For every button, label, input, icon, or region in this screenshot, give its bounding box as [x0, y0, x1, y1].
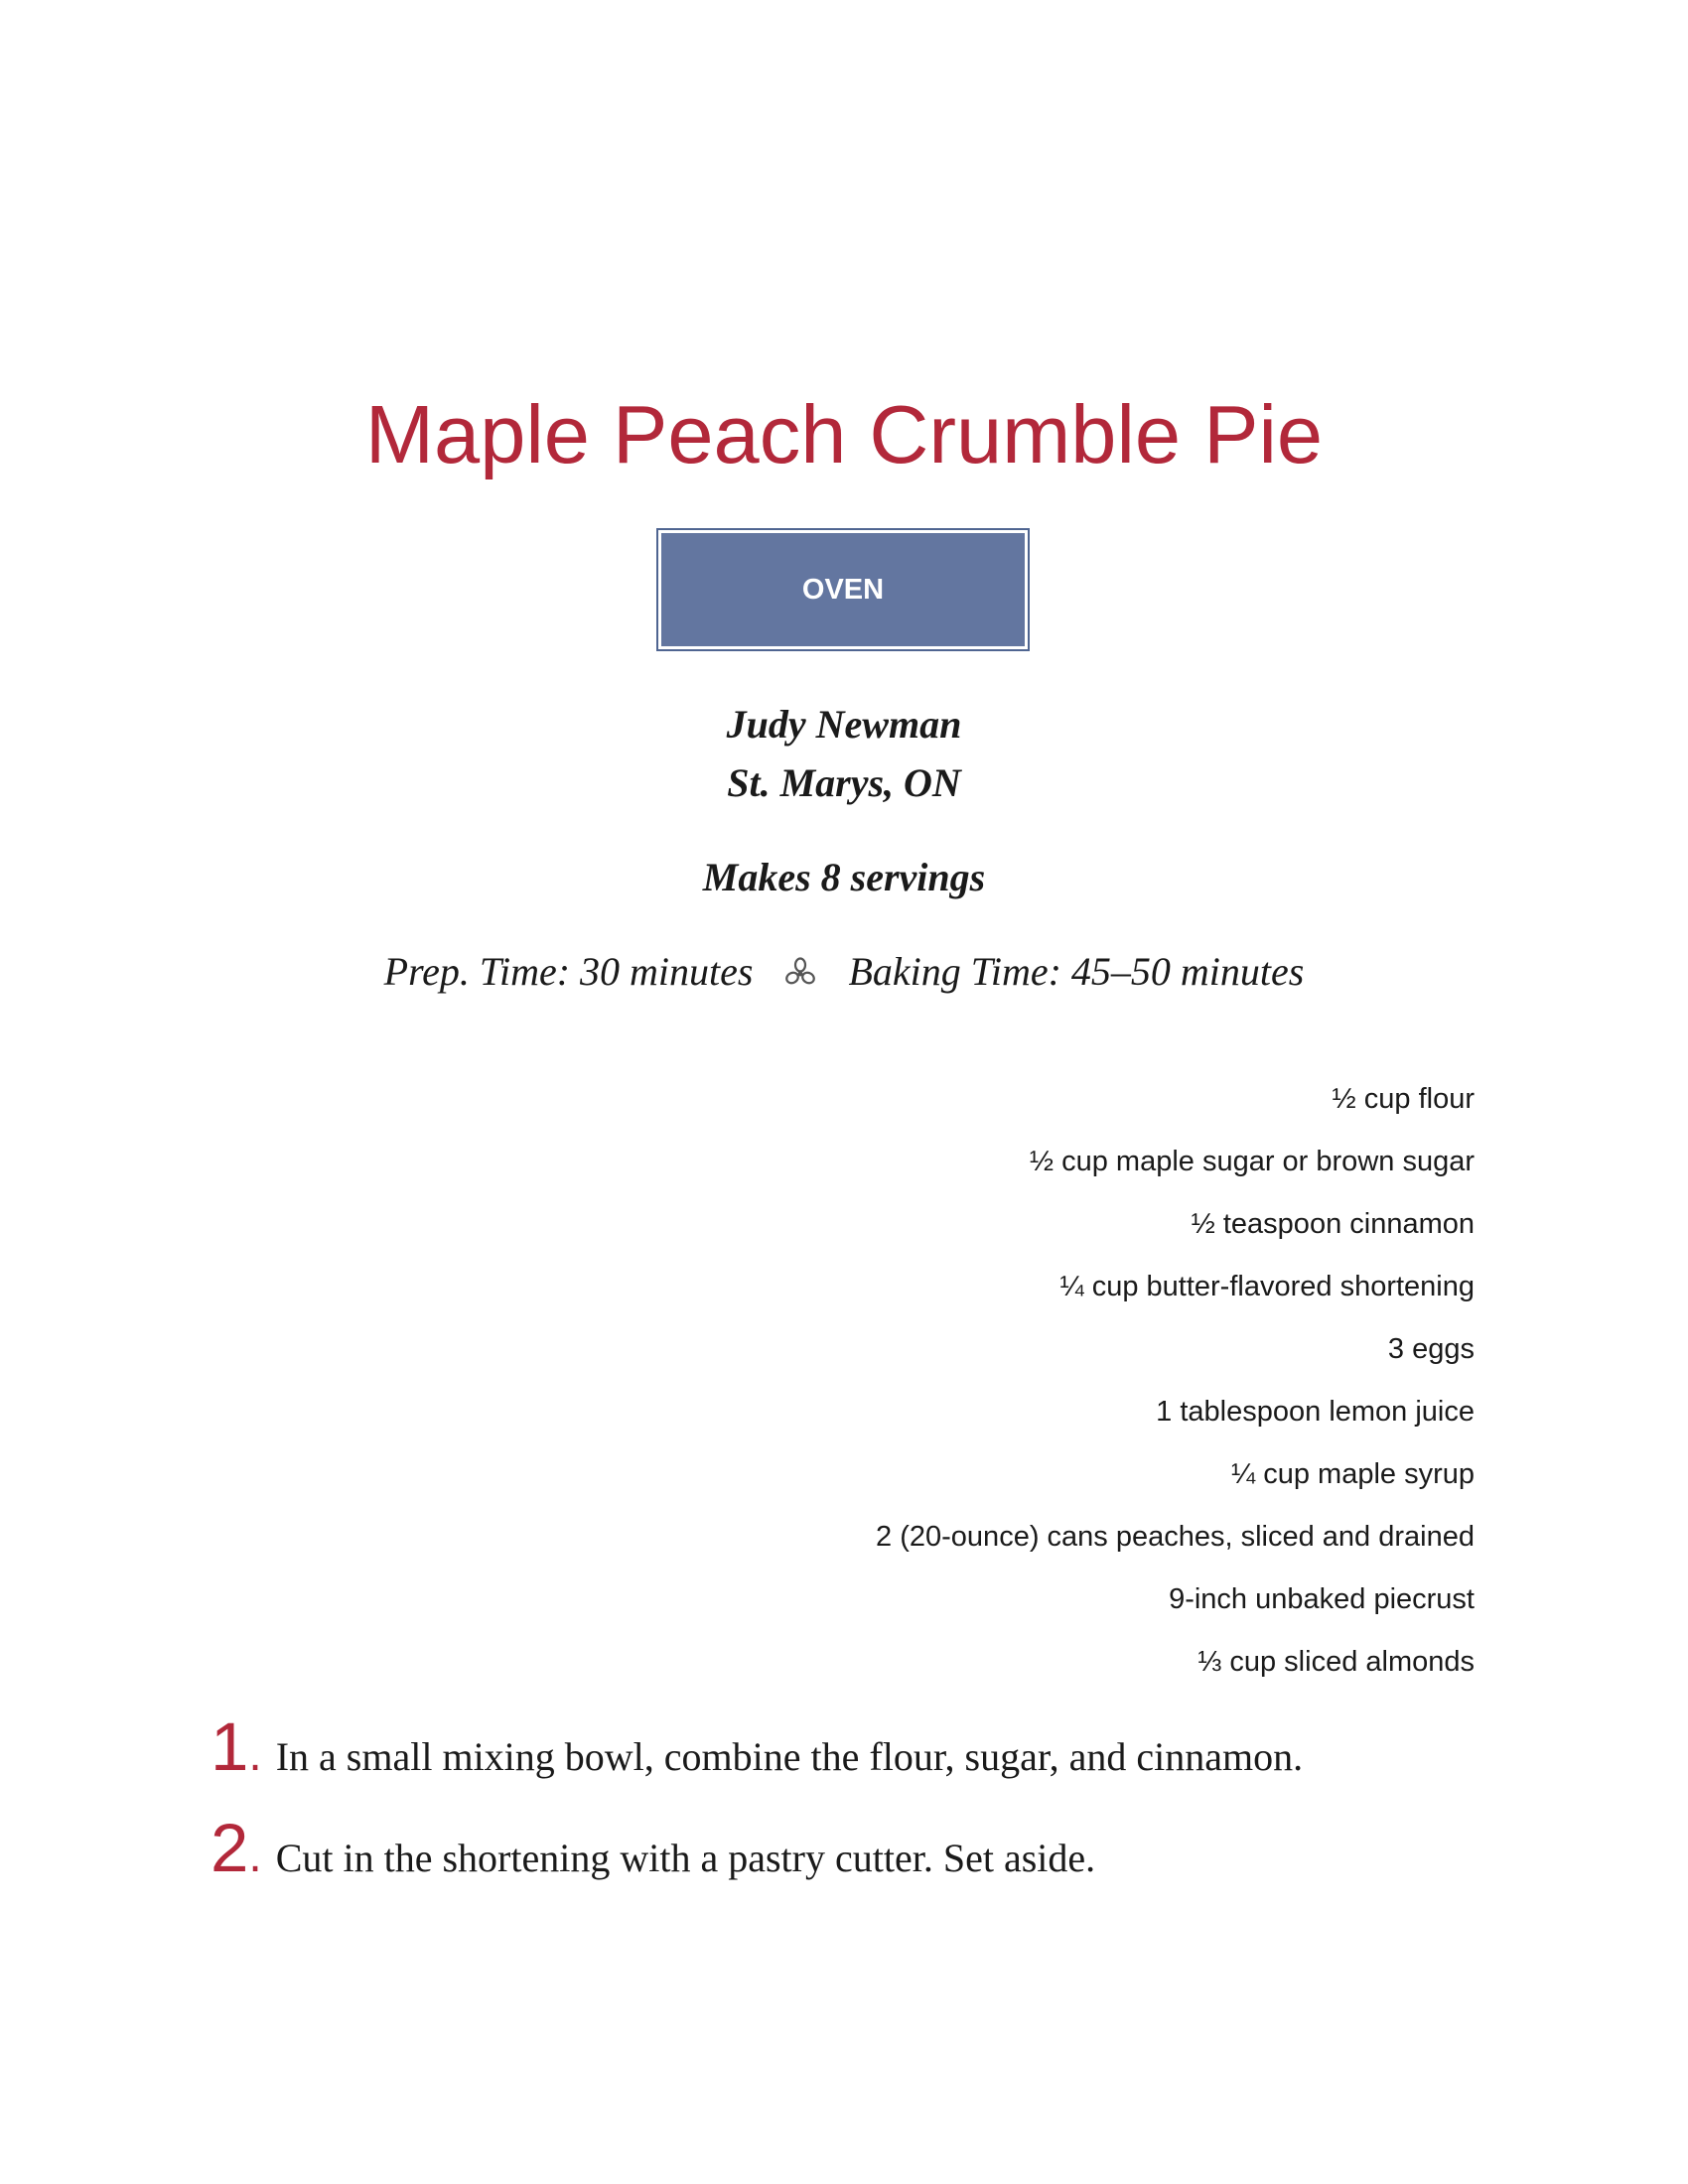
- method-badge-label: OVEN: [661, 533, 1025, 646]
- instruction-steps: [211, 1706, 1501, 1908]
- ingredient-item: ¼ cup butter-flavored shortening: [1059, 1271, 1475, 1302]
- servings: Makes 8 servings: [702, 855, 986, 899]
- time-line: [0, 943, 1688, 1001]
- author-block: [0, 695, 1688, 812]
- ingredient-item: ½ cup flour: [1332, 1083, 1475, 1115]
- ingredient-item: 3 eggs: [1387, 1333, 1475, 1365]
- step-text: In a small mixing bowl, combine the flour, sugar, and cinnamon.: [275, 1734, 1304, 1779]
- trefoil-ornament-icon: [784, 945, 816, 975]
- ingredient-item: ½ teaspoon cinnamon: [1191, 1208, 1475, 1240]
- prep-time: Prep. Time: 30 minutes: [383, 949, 754, 994]
- recipe-title: Maple Peach Crumble Pie: [364, 388, 1324, 480]
- step-text: Cut in the shortening with a pastry cutter. Set aside.: [275, 1836, 1096, 1880]
- author-location: St. Marys, ON: [727, 760, 961, 805]
- instruction-step: [211, 1706, 1501, 1807]
- ingredient-item: ¼ cup maple syrup: [1230, 1458, 1475, 1490]
- baking-time: Baking Time: 45–50 minutes: [848, 949, 1305, 994]
- ingredient-item: 9-inch unbaked piecrust: [1169, 1583, 1475, 1615]
- ingredient-list: [382, 1074, 1475, 1700]
- method-badge: [656, 528, 1030, 651]
- ingredient-item: ⅓ cup sliced almonds: [1197, 1646, 1475, 1678]
- ingredient-item: ½ cup maple sugar or brown sugar: [1029, 1146, 1475, 1177]
- step-number: 1.: [211, 1708, 262, 1785]
- ingredient-item: 2 (20-ounce) cans peaches, sliced and drained: [876, 1521, 1475, 1553]
- ingredient-item: 1 tablespoon lemon juice: [1156, 1396, 1475, 1428]
- step-number: 2.: [211, 1810, 262, 1886]
- instruction-step: [211, 1807, 1501, 1908]
- author-name: Judy Newman: [726, 702, 962, 747]
